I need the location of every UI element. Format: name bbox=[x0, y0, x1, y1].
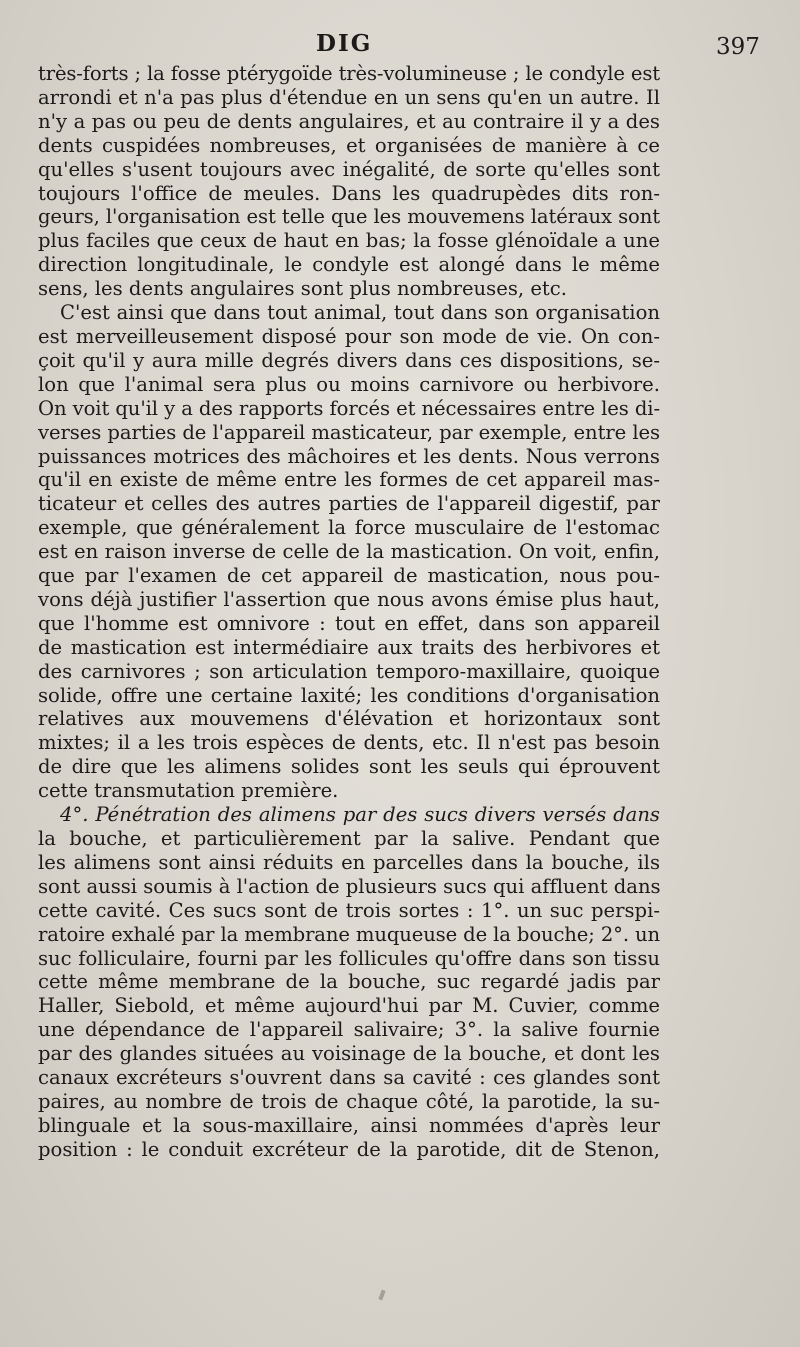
text-line: par des glandes situées au voisinage de la bouche, et dont les bbox=[38, 1042, 660, 1066]
text-line: n'y a pas ou peu de dents angulaires, et au contraire il y a des bbox=[38, 109, 660, 133]
text-line: suc folliculaire, fourni par les follicules qu'offre dans son tissu bbox=[38, 946, 660, 970]
text-line: qu'elles s'usent toujours avec inégalité, de sorte qu'elles sont bbox=[38, 157, 660, 181]
text-line: On voit qu'il y a des rapports forcés et nécessaires entre les di- bbox=[38, 396, 660, 420]
text-line: vons déjà justifier l'assertion que nous avons émise plus haut, bbox=[38, 587, 660, 611]
text-line: cette cavité. Ces sucs sont de trois sortes : 1°. un suc perspi- bbox=[38, 898, 660, 922]
section-heading-line: 4°. Pénétration des alimens par des sucs divers versés dans bbox=[60, 803, 660, 827]
text-line: position : le conduit excréteur de la parotide, dit de Stenon, bbox=[38, 1137, 660, 1161]
text-line: direction longitudinale, le condyle est alongé dans le même bbox=[38, 253, 660, 277]
text-line: de dire que les alimens solides sont les seuls qui éprouvent bbox=[38, 755, 660, 779]
text-line: dents cuspidées nombreuses, et organisées de manière à ce bbox=[38, 133, 660, 157]
paper-mark bbox=[378, 1290, 385, 1301]
text-line: une dépendance de l'appareil salivaire; 3°. la salive fournie bbox=[38, 1018, 660, 1042]
text-line: sont aussi soumis à l'action de plusieurs sucs qui affluent dans bbox=[38, 874, 661, 898]
page-number: 397 bbox=[716, 34, 760, 60]
text-line: sens, les dents angulaires sont plus nombreuses, etc. bbox=[38, 277, 568, 301]
text-line: geurs, l'organisation est telle que les mouvemens latéraux sont bbox=[38, 205, 660, 229]
section-heading-line: la bouche, et particulièrement par la salive. Pendant que bbox=[38, 827, 660, 850]
text-line: mixtes; il a les trois espèces de dents, etc. Il n'est pas besoin bbox=[38, 731, 660, 755]
text-line: çoit qu'il y aura mille degrés divers dans ces dispositions, se- bbox=[38, 348, 660, 372]
text-line: Haller, Siebold, et même aujourd'hui par M. Cuvier, comme bbox=[38, 994, 660, 1018]
text-line: canaux excréteurs s'ouvrent dans sa cavité : ces glandes sont bbox=[38, 1066, 660, 1090]
text-line: verses parties de l'appareil masticateur, par exemple, entre les bbox=[38, 420, 660, 444]
text-line: est en raison inverse de celle de la mastication. On voit, enfin, bbox=[38, 540, 660, 564]
body-text bbox=[38, 62, 660, 1162]
text-line: solide, offre une certaine laxité; les conditions d'organisation bbox=[38, 683, 660, 707]
text-line: plus faciles que ceux de haut en bas; la fosse glénoïdale a une bbox=[38, 229, 660, 253]
text-line: cette même membrane de la bouche, suc regardé jadis par bbox=[38, 970, 660, 994]
text-line: exemple, que généralement la force musculaire de l'estomac bbox=[38, 516, 660, 540]
text-line: de mastication est intermédiaire aux traits des herbivores et bbox=[38, 635, 660, 659]
text-line: ratoire exhalé par la membrane muqueuse de la bouche; 2°. un bbox=[38, 922, 660, 946]
text-line: très-forts ; la fosse ptérygoïde très-volumineuse ; le condyle est bbox=[38, 62, 660, 85]
text-line: ticateur et celles des autres parties de l'appareil digestif, par bbox=[38, 492, 660, 516]
text-line: arrondi et n'a pas plus d'étendue en un sens qu'en un autre. Il bbox=[38, 85, 660, 109]
text-line: relatives aux mouvemens d'élévation et horizontaux sont bbox=[38, 707, 660, 731]
text-line: les alimens sont ainsi réduits en parcelles dans la bouche, ils bbox=[38, 850, 660, 874]
text-line: est merveilleusement disposé pour son mode de vie. On con- bbox=[38, 324, 660, 348]
running-head: DIG bbox=[316, 30, 373, 57]
text-line: blinguale et la sous-maxillaire, ainsi nommées d'après leur bbox=[38, 1113, 660, 1137]
text-line: paires, au nombre de trois de chaque côté, la parotide, la su- bbox=[38, 1089, 660, 1113]
text-line: puissances motrices des mâchoires et les dents. Nous verrons bbox=[38, 444, 660, 468]
text-line: cette transmutation première. bbox=[38, 779, 339, 803]
text-line: que par l'examen de cet appareil de mastication, nous pou- bbox=[38, 564, 660, 588]
page-header bbox=[0, 30, 800, 64]
text-line: toujours l'office de meules. Dans les quadrupèdes dits ron- bbox=[38, 181, 660, 205]
text-line: qu'il en existe de même entre les formes de cet appareil mas- bbox=[38, 468, 660, 492]
text-line: que l'homme est omnivore : tout en effet, dans son appareil bbox=[38, 611, 660, 635]
text-line: lon que l'animal sera plus ou moins carnivore ou herbivore. bbox=[38, 372, 660, 396]
paragraph-start-line: C'est ainsi que dans tout animal, tout dans son organisation bbox=[60, 301, 660, 325]
text-line: des carnivores ; son articulation temporo-maxillaire, quoique bbox=[38, 659, 660, 683]
